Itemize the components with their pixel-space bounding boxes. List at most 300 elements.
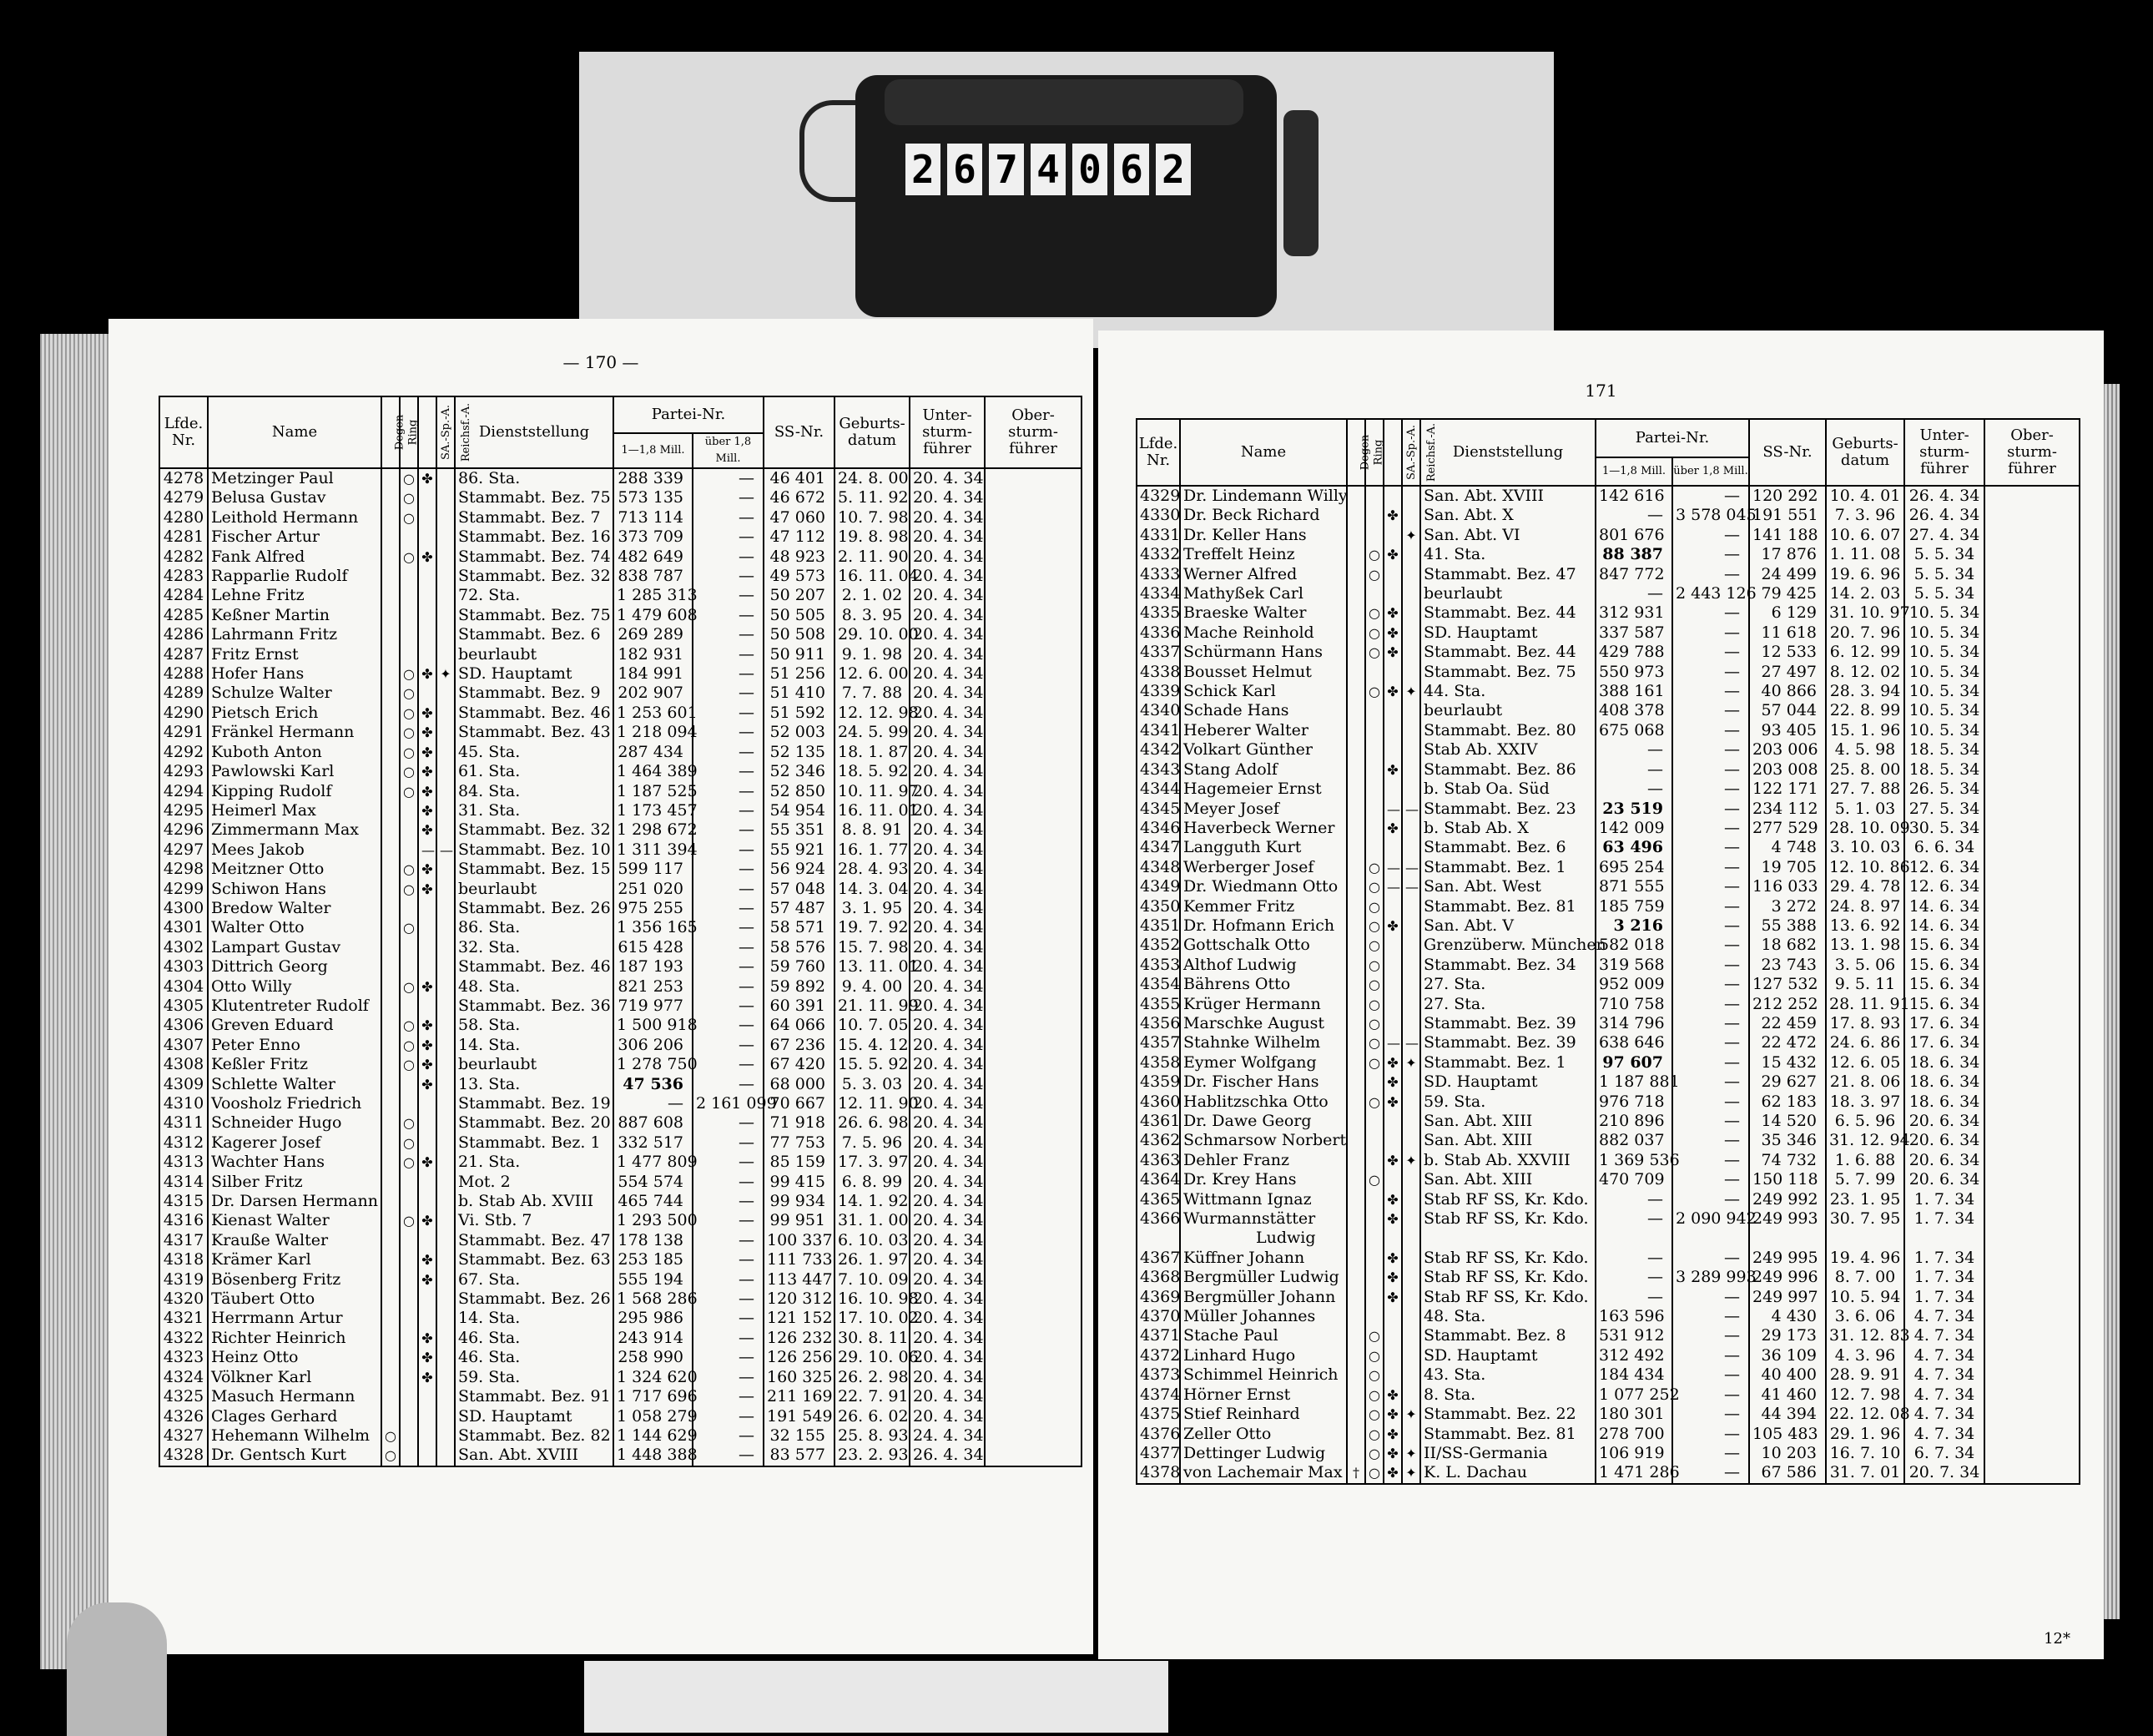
cell-degen	[1347, 1072, 1365, 1092]
cell-dienststellung: Stab Ab. XXIV	[1420, 740, 1596, 760]
cell-partei-2: —	[693, 1133, 764, 1153]
cell-partei-1: 582 018	[1596, 936, 1672, 955]
cell-partei-2: —	[1672, 1288, 1749, 1307]
cell-ring: ○	[1365, 975, 1384, 994]
cell-lfd: 4306	[159, 1016, 208, 1035]
cell-geburtsdatum: 2. 11. 90	[834, 548, 910, 567]
cell-partei-2: —	[1672, 565, 1749, 584]
cell-partei-2: —	[693, 899, 764, 918]
counter-digit: 6	[947, 144, 982, 195]
cell-ring: ○	[1365, 545, 1384, 564]
cell-dienststellung: beurlaubt	[1420, 584, 1596, 603]
cell-ring: ○	[400, 743, 418, 762]
cell-partei-2: —	[1672, 1053, 1749, 1072]
table-row	[1137, 1072, 2080, 1092]
cell-untersturmfuehrer: 20. 4. 34	[910, 664, 985, 684]
cell-partei-2: —	[693, 782, 764, 801]
cell-partei-2: —	[1672, 603, 1749, 623]
cell-untersturmfuehrer: 1. 7. 34	[1904, 1190, 1984, 1209]
cell-ss-nr: 51 410	[764, 684, 834, 703]
cell-obersturmfuehrer	[1984, 1190, 2080, 1209]
cell-ss-nr: 32 155	[764, 1426, 834, 1446]
cell-partei-1: 801 676	[1596, 526, 1672, 545]
cell-obersturmfuehrer	[985, 1407, 1082, 1426]
cell-sa: ✤	[1384, 1385, 1402, 1405]
cell-untersturmfuehrer: 20. 4. 34	[910, 860, 985, 879]
cell-dienststellung: Stammabt. Bez. 26	[455, 899, 613, 918]
cell-geburtsdatum: 17. 10. 02	[834, 1309, 910, 1328]
cell-obersturmfuehrer	[1984, 1425, 2080, 1444]
cell-ring	[1365, 1151, 1384, 1170]
cell-name: Dr. Gentsch Kurt	[208, 1446, 381, 1466]
cell-reichsf	[436, 1211, 455, 1230]
cell-sa: ✤	[1384, 643, 1402, 662]
cell-reichsf	[436, 1192, 455, 1211]
cell-obersturmfuehrer	[1984, 975, 2080, 994]
cell-partei-1: 306 206	[613, 1036, 693, 1055]
table-row	[159, 782, 1082, 801]
cell-ss-nr: 24 499	[1749, 565, 1826, 584]
cell-partei-1: 599 117	[613, 860, 693, 879]
cell-partei-1: 1 500 918	[613, 1016, 693, 1035]
cell-degen	[1347, 897, 1365, 916]
cell-partei-1: 142 616	[1596, 486, 1672, 506]
table-row	[1137, 1131, 2080, 1150]
cell-ss-nr: 99 415	[764, 1173, 834, 1192]
cell-obersturmfuehrer	[1984, 623, 2080, 643]
cell-partei-1: 187 193	[613, 957, 693, 976]
cell-ring: ○	[1365, 1014, 1384, 1033]
cell-lfd: 4362	[1137, 1131, 1180, 1150]
cell-lfd: 4301	[159, 918, 208, 937]
cell-ring: ○	[400, 508, 418, 527]
cell-ring	[400, 938, 418, 957]
cell-reichsf: ✦	[1402, 1444, 1420, 1463]
cell-partei-2: —	[1672, 1170, 1749, 1189]
cell-dienststellung: b. Stab Ab. X	[1420, 819, 1596, 838]
cell-degen	[381, 664, 400, 684]
header-ring: Ring	[400, 396, 418, 468]
cell-geburtsdatum: 8. 7. 00	[1826, 1268, 1904, 1287]
cell-reichsf	[436, 957, 455, 976]
cell-degen	[1347, 838, 1365, 857]
cell-partei-2: —	[1672, 623, 1749, 643]
cell-partei-1: 554 574	[613, 1173, 693, 1192]
cell-dienststellung: 8. Sta.	[1420, 1385, 1596, 1405]
cell-reichsf	[436, 1329, 455, 1348]
cell-degen	[381, 1113, 400, 1133]
cell-geburtsdatum	[1826, 1229, 1904, 1248]
cell-untersturmfuehrer: 20. 4. 34	[910, 1407, 985, 1426]
cell-name: Lehne Fritz	[208, 586, 381, 605]
cell-dienststellung: Stammabt. Bez. 26	[455, 1289, 613, 1309]
cell-ring	[400, 1446, 418, 1466]
table-row	[1137, 1053, 2080, 1072]
cell-ring	[1365, 1112, 1384, 1131]
cell-geburtsdatum: 15. 1. 96	[1826, 721, 1904, 740]
cell-reichsf	[1402, 1093, 1420, 1112]
cell-untersturmfuehrer: 20. 4. 34	[910, 723, 985, 742]
cell-name: Gottschalk Otto	[1180, 936, 1347, 955]
table-row	[1137, 1112, 2080, 1131]
cell-ring	[400, 1426, 418, 1446]
cell-geburtsdatum: 24. 6. 86	[1826, 1033, 1904, 1052]
cell-geburtsdatum: 17. 8. 93	[1826, 1014, 1904, 1033]
cell-lfd: 4322	[159, 1329, 208, 1348]
cell-lfd: 4285	[159, 606, 208, 625]
header-name: Name	[208, 396, 381, 468]
cell-lfd: 4303	[159, 957, 208, 976]
cell-name: Schimmel Heinrich	[1180, 1365, 1347, 1385]
cell-ss-nr: 55 921	[764, 840, 834, 860]
cell-lfd: 4305	[159, 997, 208, 1016]
table-row	[1137, 995, 2080, 1014]
cell-obersturmfuehrer	[985, 1133, 1082, 1153]
cell-degen	[1347, 565, 1365, 584]
cell-ss-nr: 67 236	[764, 1036, 834, 1055]
cell-ss-nr: 249 997	[1749, 1288, 1826, 1307]
header-name: Name	[1180, 419, 1347, 486]
cell-reichsf	[436, 860, 455, 879]
cell-untersturmfuehrer: 17. 6. 34	[1904, 1014, 1984, 1033]
cell-untersturmfuehrer: 27. 5. 34	[1904, 800, 1984, 819]
cell-ring: ○	[400, 762, 418, 781]
cell-lfd: 4299	[159, 880, 208, 899]
cell-partei-2: —	[693, 606, 764, 625]
cell-sa: ✤	[418, 977, 436, 997]
cell-ring	[400, 820, 418, 840]
cell-untersturmfuehrer: 20. 4. 34	[910, 977, 985, 997]
cell-geburtsdatum: 31. 10. 97	[1826, 603, 1904, 623]
roster-table-left	[159, 396, 1082, 1467]
cell-obersturmfuehrer	[1984, 486, 2080, 506]
cell-partei-2: —	[1672, 838, 1749, 857]
table-row	[159, 801, 1082, 820]
cell-dienststellung: Stammabt. Bez. 91	[455, 1387, 613, 1406]
cell-ss-nr: 99 934	[764, 1192, 834, 1211]
cell-untersturmfuehrer: 20. 4. 34	[910, 684, 985, 703]
cell-ring: ○	[1365, 1346, 1384, 1365]
cell-untersturmfuehrer	[1904, 1229, 1984, 1248]
cell-ring: ○	[400, 1055, 418, 1074]
cell-partei-2: —	[693, 1075, 764, 1094]
cell-sa	[418, 1387, 436, 1406]
cell-lfd: 4310	[159, 1094, 208, 1113]
cell-ss-nr: 111 733	[764, 1250, 834, 1269]
cell-partei-1: 1 285 313	[613, 586, 693, 605]
header-ring: Ring	[1365, 419, 1384, 486]
cell-lfd: 4314	[159, 1173, 208, 1192]
cell-lfd: 4309	[159, 1075, 208, 1094]
cell-ring: ○	[1365, 916, 1384, 936]
cell-lfd: 4329	[1137, 486, 1180, 506]
cell-ss-nr: 120 292	[1749, 486, 1826, 506]
table-row	[1137, 1190, 2080, 1209]
cell-name: Kagerer Josef	[208, 1133, 381, 1153]
table-row	[159, 1368, 1082, 1387]
cell-name: Schulze Walter	[208, 684, 381, 703]
cell-geburtsdatum: 5. 3. 03	[834, 1075, 910, 1094]
cell-lfd	[1137, 1229, 1180, 1248]
cell-obersturmfuehrer	[1984, 721, 2080, 740]
cell-lfd: 4341	[1137, 721, 1180, 740]
cell-degen	[1347, 603, 1365, 623]
cell-ss-nr: 160 325	[764, 1368, 834, 1387]
cell-lfd: 4376	[1137, 1425, 1180, 1444]
cell-dienststellung: Stammabt. Bez. 80	[1420, 721, 1596, 740]
cell-name: Mees Jakob	[208, 840, 381, 860]
cell-reichsf	[436, 801, 455, 820]
cell-lfd: 4328	[159, 1446, 208, 1466]
cell-obersturmfuehrer	[1984, 858, 2080, 877]
cell-dienststellung: San. Abt. XIII	[1420, 1112, 1596, 1131]
cell-sa: ✤	[1384, 1072, 1402, 1092]
cell-ss-nr: 54 954	[764, 801, 834, 820]
cell-name: Dr. Keller Hans	[1180, 526, 1347, 545]
header-reichsf: Reichsf.-A.	[1402, 419, 1420, 486]
cell-partei-1: —	[1596, 1268, 1672, 1287]
cell-reichsf	[436, 567, 455, 586]
cell-partei-1: 319 568	[1596, 956, 1672, 975]
table-row	[1137, 701, 2080, 720]
cell-untersturmfuehrer: 4. 7. 34	[1904, 1425, 1984, 1444]
cell-ring	[400, 1289, 418, 1309]
table-row	[1137, 1326, 2080, 1345]
cell-geburtsdatum: 15. 4. 12	[834, 1036, 910, 1055]
cell-sa	[418, 645, 436, 664]
cell-reichsf	[436, 508, 455, 527]
cell-dienststellung: Stammabt. Bez. 75	[455, 488, 613, 507]
cell-degen	[1347, 1131, 1365, 1150]
cell-ring	[1365, 506, 1384, 525]
cell-geburtsdatum: 26. 6. 02	[834, 1407, 910, 1426]
cell-ss-nr: 58 576	[764, 938, 834, 957]
cell-partei-2: —	[1672, 643, 1749, 662]
cell-untersturmfuehrer: 5. 5. 34	[1904, 545, 1984, 564]
cell-ring	[400, 997, 418, 1016]
table-row	[159, 1094, 1082, 1113]
cell-sa	[1384, 740, 1402, 760]
table-row	[1137, 603, 2080, 623]
cell-ring: ○	[400, 880, 418, 899]
cell-reichsf	[436, 548, 455, 567]
cell-sa: ✤	[418, 1368, 436, 1387]
cell-dienststellung: Stammabt. Bez. 75	[455, 606, 613, 625]
cell-name: Kuboth Anton	[208, 743, 381, 762]
cell-partei-1: 470 709	[1596, 1170, 1672, 1189]
cell-untersturmfuehrer: 15. 6. 34	[1904, 975, 1984, 994]
cell-ring	[1365, 1131, 1384, 1150]
cell-name: Dittrich Georg	[208, 957, 381, 976]
cell-degen	[381, 684, 400, 703]
table-row	[1137, 1385, 2080, 1405]
table-row	[1137, 819, 2080, 838]
cell-dienststellung: Stammabt. Bez. 75	[1420, 663, 1596, 682]
cell-partei-1: —	[1596, 584, 1672, 603]
cell-degen	[1347, 1209, 1365, 1229]
cell-untersturmfuehrer: 20. 4. 34	[910, 527, 985, 547]
cell-reichsf	[1402, 506, 1420, 525]
cell-partei-2: —	[1672, 1326, 1749, 1345]
cell-untersturmfuehrer: 20. 4. 34	[910, 938, 985, 957]
cell-geburtsdatum: 26. 1. 97	[834, 1250, 910, 1269]
cell-name: Stache Paul	[1180, 1326, 1347, 1345]
cell-partei-2: —	[1672, 877, 1749, 896]
cell-untersturmfuehrer: 20. 4. 34	[910, 508, 985, 527]
cell-geburtsdatum: 28. 9. 91	[1826, 1365, 1904, 1385]
cell-geburtsdatum: 23. 2. 93	[834, 1446, 910, 1466]
page-number-right: 171	[1585, 381, 1617, 401]
cell-dienststellung: SD. Hauptamt	[455, 1407, 613, 1426]
cell-partei-2: —	[1672, 740, 1749, 760]
cell-lfd: 4335	[1137, 603, 1180, 623]
cell-name: Metzinger Paul	[208, 468, 381, 488]
cell-partei-1: 1 253 601	[613, 704, 693, 723]
cell-untersturmfuehrer: 4. 7. 34	[1904, 1346, 1984, 1365]
cell-degen	[1347, 701, 1365, 720]
cell-reichsf	[1402, 1190, 1420, 1209]
cell-ss-nr: 57 487	[764, 899, 834, 918]
cell-reichsf	[1402, 1131, 1420, 1150]
cell-partei-1: 251 020	[613, 880, 693, 899]
cell-name: Dehler Franz	[1180, 1151, 1347, 1170]
cell-name: Hörner Ernst	[1180, 1385, 1347, 1405]
cell-ring: ○	[1365, 1093, 1384, 1112]
cell-obersturmfuehrer	[985, 664, 1082, 684]
cell-degen	[381, 1016, 400, 1035]
header-ss-nr: SS-Nr.	[764, 396, 834, 468]
cell-obersturmfuehrer	[1984, 1444, 2080, 1463]
cell-ss-nr: 99 951	[764, 1211, 834, 1230]
cell-sa	[418, 488, 436, 507]
cell-partei-1: —	[1596, 780, 1672, 799]
cell-partei-2: —	[693, 1329, 764, 1348]
cell-reichsf	[1402, 975, 1420, 994]
cell-ring	[400, 1368, 418, 1387]
cell-reichsf	[436, 684, 455, 703]
cell-obersturmfuehrer	[985, 468, 1082, 488]
cell-sa	[418, 586, 436, 605]
cell-partei-2: —	[693, 1036, 764, 1055]
cell-degen	[1347, 1249, 1365, 1268]
cell-ss-nr: 55 351	[764, 820, 834, 840]
cell-degen	[1347, 1229, 1365, 1248]
cell-sa: ✤	[1384, 623, 1402, 643]
cell-reichsf	[436, 1153, 455, 1172]
cell-geburtsdatum: 23. 1. 95	[1826, 1190, 1904, 1209]
cell-lfd: 4345	[1137, 800, 1180, 819]
cell-dienststellung: Stammabt. Bez. 43	[455, 723, 613, 742]
cell-geburtsdatum: 7. 3. 96	[1826, 506, 1904, 525]
cell-reichsf	[1402, 897, 1420, 916]
header-degen: Degen	[1347, 419, 1365, 486]
cell-ring	[400, 625, 418, 644]
cell-ring	[400, 1075, 418, 1094]
cell-reichsf	[1402, 936, 1420, 955]
header-sa: SA.-Sp.-A.	[418, 396, 436, 468]
cell-partei-2: —	[693, 997, 764, 1016]
cell-ring: ○	[400, 1113, 418, 1133]
table-row	[159, 977, 1082, 997]
cell-untersturmfuehrer: 6. 6. 34	[1904, 838, 1984, 857]
cell-lfd: 4302	[159, 938, 208, 957]
cell-lfd: 4374	[1137, 1385, 1180, 1405]
cell-dienststellung: 48. Sta.	[1420, 1307, 1596, 1326]
cell-ss-nr: 100 337	[764, 1231, 834, 1250]
cell-lfd: 4353	[1137, 956, 1180, 975]
cell-name: Keßner Martin	[208, 606, 381, 625]
cell-obersturmfuehrer	[1984, 1151, 2080, 1170]
cell-lfd: 4319	[159, 1270, 208, 1289]
cell-ring: ○	[400, 977, 418, 997]
cell-sa: ✤	[1384, 682, 1402, 701]
cell-partei-1: 269 289	[613, 625, 693, 644]
cell-geburtsdatum: 8. 8. 91	[834, 820, 910, 840]
cell-reichsf	[436, 1289, 455, 1309]
cell-sa: ✤	[1384, 506, 1402, 525]
thumb	[67, 1602, 167, 1736]
cell-ring: ○	[1365, 623, 1384, 643]
cell-name: Walter Otto	[208, 918, 381, 937]
cell-degen	[1347, 995, 1365, 1014]
header-ss-nr: SS-Nr.	[1749, 419, 1826, 486]
cell-name: Meitzner Otto	[208, 860, 381, 879]
cell-sa	[1384, 838, 1402, 857]
cell-obersturmfuehrer	[1984, 1268, 2080, 1287]
cell-untersturmfuehrer: 26. 5. 34	[1904, 780, 1984, 799]
table-row	[159, 1173, 1082, 1192]
cell-lfd: 4296	[159, 820, 208, 840]
cell-name: Dr. Wiedmann Otto	[1180, 877, 1347, 896]
cell-ss-nr: 191 551	[1749, 506, 1826, 525]
cell-dienststellung: Stammabt. Bez. 32	[455, 820, 613, 840]
cell-degen	[381, 1192, 400, 1211]
cell-geburtsdatum: 28. 3. 94	[1826, 682, 1904, 701]
cell-partei-2: —	[1672, 956, 1749, 975]
cell-degen: ○	[381, 1446, 400, 1466]
cell-ss-nr: 19 705	[1749, 858, 1826, 877]
cell-ss-nr: 120 312	[764, 1289, 834, 1309]
cell-geburtsdatum: 9. 5. 11	[1826, 975, 1904, 994]
cell-dienststellung: 61. Sta.	[455, 762, 613, 781]
cell-geburtsdatum: 19. 8. 98	[834, 527, 910, 547]
cell-untersturmfuehrer: 20. 4. 34	[910, 1211, 985, 1230]
cell-lfd: 4340	[1137, 701, 1180, 720]
cell-obersturmfuehrer	[985, 1192, 1082, 1211]
cell-degen	[1347, 956, 1365, 975]
cell-partei-2: —	[1672, 721, 1749, 740]
cell-lfd: 4290	[159, 704, 208, 723]
cell-sa	[1384, 1365, 1402, 1385]
cell-partei-1: 373 709	[613, 527, 693, 547]
cell-partei-1: 821 253	[613, 977, 693, 997]
header-untersturmfuehrer: Unter- sturm- führer	[910, 396, 985, 468]
cell-geburtsdatum: 29. 4. 78	[1826, 877, 1904, 896]
cell-partei-1: 482 649	[613, 548, 693, 567]
cell-name: Müller Johannes	[1180, 1307, 1347, 1326]
cell-dienststellung: 46. Sta.	[455, 1329, 613, 1348]
cell-dienststellung: Stammabt. Bez. 81	[1420, 1425, 1596, 1444]
cell-dienststellung: beurlaubt	[455, 645, 613, 664]
cell-degen	[381, 977, 400, 997]
cell-partei-2: —	[693, 1211, 764, 1230]
cell-sa	[418, 684, 436, 703]
table-row	[1137, 1033, 2080, 1052]
cell-ring: ○	[400, 782, 418, 801]
cell-ring	[400, 1173, 418, 1192]
cell-ring: ○	[400, 918, 418, 937]
cell-ring	[1365, 1229, 1384, 1248]
